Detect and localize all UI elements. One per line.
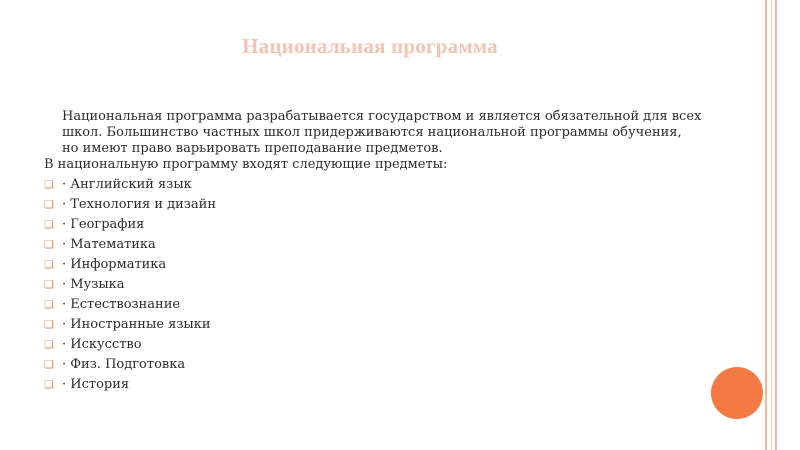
subject-label: · Информатика xyxy=(62,257,167,272)
list-item xyxy=(44,177,216,197)
list-item xyxy=(44,297,216,317)
subject-label: · Технология и дизайн xyxy=(62,197,216,212)
list-item xyxy=(44,277,216,297)
bullet-icon: ❑ xyxy=(44,298,54,311)
subject-label: · Английский язык xyxy=(62,177,192,192)
bullet-icon: ❑ xyxy=(44,358,54,371)
decorative-rule-middle xyxy=(771,0,772,450)
bullet-icon: ❑ xyxy=(44,178,54,191)
subject-label: · Иностранные языки xyxy=(62,317,211,332)
subject-label: · Музыка xyxy=(62,277,125,292)
subject-label: · Математика xyxy=(62,237,156,252)
subject-label: · Искусство xyxy=(62,337,142,352)
subject-label: · Естествознание xyxy=(62,297,181,312)
list-item xyxy=(44,357,216,377)
list-item xyxy=(44,317,216,337)
decorative-rule-left xyxy=(765,0,767,450)
intro-paragraph: Национальная программа разрабатывается государством и является обязательной для всех школ. Большинство частных школ придерживаются национальной программы обучения, но имеют право варьировать преподавание предметов. xyxy=(62,109,702,156)
subject-label: · История xyxy=(62,377,130,392)
decorative-circle xyxy=(711,367,763,419)
list-item xyxy=(44,197,216,217)
bullet-icon: ❑ xyxy=(44,338,54,351)
slide-title: Национальная программа xyxy=(242,34,498,58)
subjects-lead: В национальную программу входят следующие предметы: xyxy=(44,157,448,172)
subject-label: · География xyxy=(62,217,145,232)
bullet-icon: ❑ xyxy=(44,238,54,251)
list-item xyxy=(44,377,216,397)
bullet-icon: ❑ xyxy=(44,278,54,291)
list-item xyxy=(44,237,216,257)
subjects-list xyxy=(44,177,216,397)
bullet-icon: ❑ xyxy=(44,218,54,231)
list-item xyxy=(44,337,216,357)
bullet-icon: ❑ xyxy=(44,258,54,271)
bullet-icon: ❑ xyxy=(44,198,54,211)
bullet-icon: ❑ xyxy=(44,318,54,331)
decorative-rule-right xyxy=(775,0,777,450)
subject-label: · Физ. Подготовка xyxy=(62,357,186,372)
list-item xyxy=(44,257,216,277)
list-item xyxy=(44,217,216,237)
bullet-icon: ❑ xyxy=(44,378,54,391)
